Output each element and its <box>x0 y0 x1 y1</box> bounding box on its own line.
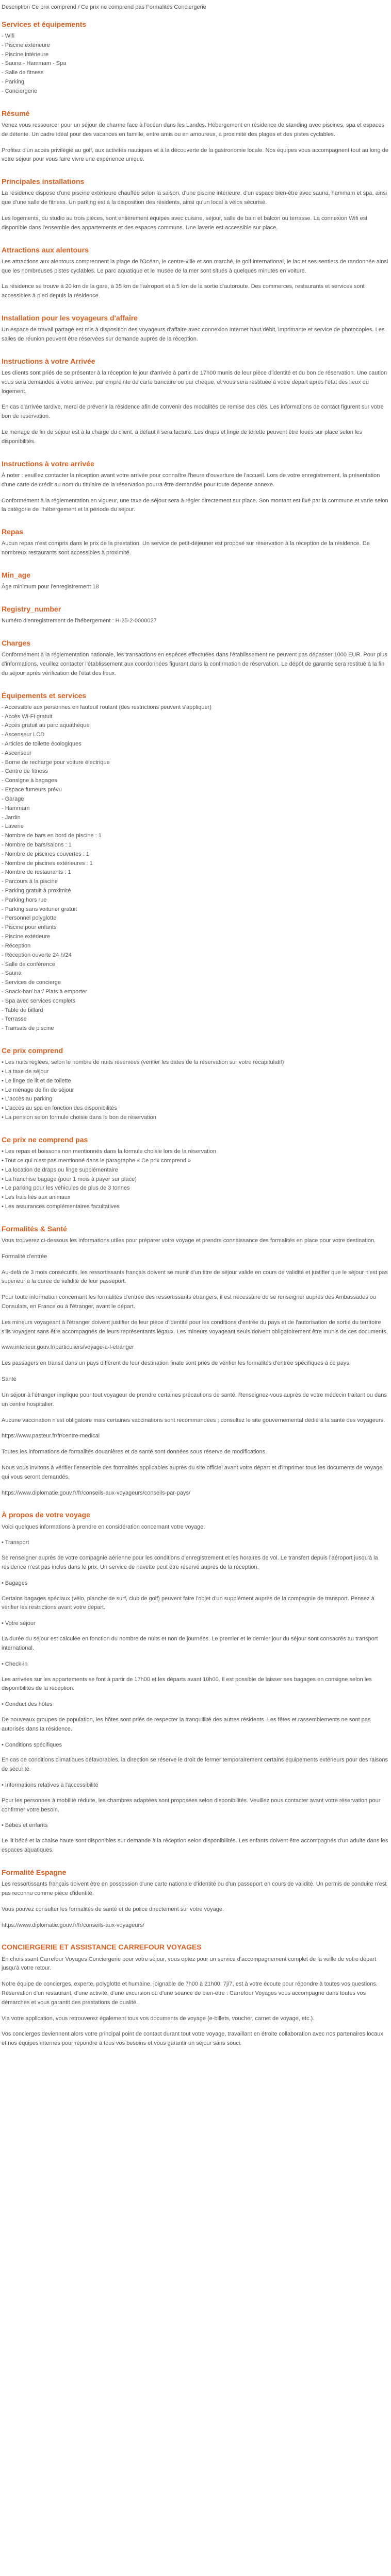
subheading: • Conduct des hôtes <box>2 1700 389 1709</box>
list-item: • Les repas et boissons non mentionnés dans la formule choisie lors de la réservation <box>2 1147 389 1157</box>
list-item: - Ascenseur <box>2 749 389 758</box>
paragraph: Conformément à la réglementation nationale, les transactions en espèces effectuées dans l'établissement ne peuvent pas dépasser 1000 EUR. Pour plus d'informations, veuillez contacter l'établissement aux coordonnées figurant dans la confirmation de réservation. Le dépôt de garantie sera restitué à la fin du séjour après vérification de l'état des lieux. <box>2 652 387 676</box>
subheading: • Conditions spécifiques <box>2 1741 389 1750</box>
paragraph: Un espace de travail partagé est mis à disposition des voyageurs d'affaire avec connexion Internet haut débit, imprimante et service de photocopies. Les salles de réunion peuvent être réservées sur demande auprès de la réception. <box>2 327 385 342</box>
list-item: • La franchise bagage (pour 1 mois à payer sur place) <box>2 1175 389 1184</box>
list-item: • La location de draps ou linge supplémentaire <box>2 1166 389 1175</box>
subheading: • Bagages <box>2 1579 389 1588</box>
formalites-section <box>2 1224 389 1498</box>
apropos-group <box>2 1579 389 1588</box>
paragraph: Certains bagages spéciaux (vélo, planche de surf, club de golf) peuvent faire l'objet d'un supplément auprès de la compagnie de transport. Pensez à vérifier les restrictions avant votre départ. <box>2 1595 374 1611</box>
paragraph: Voici quelques informations à prendre en considération concernant votre voyage. <box>2 1523 205 1530</box>
paragraph: Vous pouvez consulter les formalités de santé et de police directement sur votre voyage. <box>2 1906 224 1912</box>
formalite-espagne-section <box>2 1868 389 1930</box>
list-item: - Spa avec services complets <box>2 997 389 1006</box>
ne-comprend-section <box>2 1135 389 1212</box>
apropos-group <box>2 1821 389 1831</box>
repas-heading: Repas <box>2 528 24 536</box>
formalite-espagne-heading: Formalité Espagne <box>2 1868 67 1876</box>
ce-prix-section <box>2 1046 389 1123</box>
list-item: - Accès Wi-Fi gratuit <box>2 713 389 722</box>
apropos-group <box>2 1619 389 1629</box>
registry-section <box>2 604 389 626</box>
paragraph: Les attractions aux alentours comprennent la plage de l'Océan, le centre-ville et son marché, le golf international, le lac et ses sentiers de randonnée ainsi que les nombreuses pistes cyclables. Le parc aquatique et le musée de la mer sont situés à quelques minutes en voiture. <box>2 258 388 274</box>
subheading: • Votre séjour <box>2 1619 389 1629</box>
paragraph: En cas d'arrivée tardive, merci de prévenir la résidence afin de convenir des modalités de remise des clés. Les informations de contact figurent sur votre bon de réservation. <box>2 404 384 420</box>
list-item: - Nombre de bars en bord de piscine : 1 <box>2 832 389 841</box>
list-item: - Salle de fitness <box>2 69 389 78</box>
paragraph: Numéro d'enregistrement de l'hébergement : H-25-2-0000027 <box>2 618 157 624</box>
min-age-section <box>2 570 389 592</box>
list-item: - Services de concierge <box>2 978 389 988</box>
paragraph: La résidence dispose d'une piscine extérieure chauffée selon la saison, d'une piscine intérieure, d'un espace bien-être avec sauna, hammam et spa, ainsi que d'une salle de fitness. Un parking est à la disposition des résidents, ainsi qu'un local à vélos sécurisé. <box>2 190 387 206</box>
list-item: - Réception <box>2 942 389 951</box>
list-item: - Réception ouverte 24 h/24 <box>2 951 389 960</box>
conciergerie-heading: CONCIERGERIE ET ASSISTANCE CARREFOUR VOYAGES <box>2 1943 202 1952</box>
paragraph: Âge minimum pour l'enregistrement 18 <box>2 584 99 590</box>
paragraph: Au-delà de 3 mois consécutifs, les ressortissants français doivent se munir d'un titre de séjour valide en cours de validité et justifier que le séjour n'est pas supérieur à la durée de validité de leur passeport. <box>2 1269 388 1285</box>
list-item: • La taxe de séjour <box>2 1067 389 1077</box>
paragraph: De nouveaux groupes de population, les hôtes sont priés de respecter la tranquillité des autres résidents. Les fêtes et rassemblements ne sont pas autorisés dans la résidence. <box>2 1716 371 1732</box>
attractions-section <box>2 245 389 301</box>
paragraph: Les clients sont priés de se présenter à la réception le jour d'arrivée à partir de 17h00 munis de leur pièce d'identité et du bon de réservation. Une caution vous sera demandée à votre arrivée, par empreinte de carte bancaire ou par chèque, et vous sera restituée à votre départ après l'état des lieux du logement. <box>2 370 387 395</box>
services-section <box>2 20 389 96</box>
list-item: - Terrasse <box>2 1015 389 1024</box>
list-item: - Wifi <box>2 32 389 41</box>
paragraph: Les arrivées sur les appartements se font à partir de 17h00 et les départs avant 10h00. Il est possible de laisser ses bagages en consigne selon les disponibilités de la réception. <box>2 1676 372 1692</box>
paragraph: Les logements, du studio au trois pièces, sont entièrement équipés avec cuisine, séjour, salle de bain et balcon ou terrasse. La connexion Wifi est disponible dans l'ensemble des appartements et des espaces communs. Une laverie est accessible sur place. <box>2 215 368 231</box>
services-list <box>2 32 389 96</box>
paragraph: La résidence se trouve à 20 km de la gare, à 35 km de l'aéroport et à 5 km de la sortie d'autoroute. Des commerces, restaurants et services sont accessibles à pied depuis la résidence. <box>2 283 365 299</box>
list-item: - Centre de fitness <box>2 767 389 776</box>
list-item: - Piscine extérieure <box>2 933 389 942</box>
registry-heading: Registry_number <box>2 604 61 613</box>
paragraph: Pour toute information concernant les formalités d'entrée des ressortissants étrangers, il est nécessaire de se renseigner auprès des Ambassades ou Consulats, en France ou à l'étranger, avant le départ. <box>2 1294 377 1310</box>
list-item: - Accessible aux personnes en fauteuil roulant (des restrictions peuvent s'appliquer) <box>2 703 389 713</box>
tab-links: Description Ce prix comprend / Ce prix ne comprend pas Formalités Conciergerie <box>2 4 206 10</box>
apropos-group <box>2 1660 389 1669</box>
list-item: - Sauna - Hammam - Spa <box>2 59 389 69</box>
list-item: - Parking sans voiturier gratuit <box>2 905 389 914</box>
apropos-group <box>2 1781 389 1790</box>
apropos-section <box>2 1510 389 1855</box>
page <box>2 3 389 2048</box>
list-item: - Espace fumeurs prévu <box>2 786 389 795</box>
subheading: • Bébés et enfants <box>2 1821 389 1831</box>
paragraph: La durée du séjour est calculée en fonction du nombre de nuits et non de journées. Le premier et le dernier jour du séjour sont consacrés au transport international. <box>2 1636 378 1651</box>
list-item: - Accès gratuit au parc aquathèque <box>2 721 389 731</box>
list-item: - Piscine intérieure <box>2 50 389 60</box>
paragraph: Vos concierges deviennent alors votre principal point de contact durant tout votre voyage, travaillant en étroite collaboration avec nos partenaires locaux et nos équipes internes pour répondre à tous vos besoins et vous garantir un séjour sans souci. <box>2 2031 383 2047</box>
instructions-b-heading: Instructions à votre arrivée <box>2 459 94 468</box>
list-item: • Les assurances complémentaires facultatives <box>2 1202 389 1212</box>
paragraph: Les passagers en transit dans un pays différent de leur destination finale sont priés de vérifier les formalités d'entrée spécifiques à ce pays. <box>2 1360 351 1367</box>
list-item: • L'accès au spa en fonction des disponibilités <box>2 1104 389 1113</box>
list-item: • Le parking pour les véhicules de plus de 3 tonnes <box>2 1184 389 1193</box>
paragraph: En cas de conditions climatiques défavorables, la direction se réserve le droit de fermer temporairement certains équipements extérieurs pour des raisons de sécurité. <box>2 1757 388 1773</box>
charges-heading: Charges <box>2 638 31 647</box>
equipements-section <box>2 691 389 1033</box>
link-text[interactable]: https://www.diplomatie.gouv.fr/fr/conseils-aux-voyageurs/ <box>2 1922 144 1928</box>
list-item: - Articles de toilette écologiques <box>2 740 389 749</box>
list-item: - Jardin <box>2 814 389 823</box>
paragraph: Les ressortissants français doivent être en possession d'une carte nationale d'identité ou d'un passeport en cours de validité. Un permis de conduire n'est pas reconnu comme pièce d'identité. <box>2 1881 387 1896</box>
conciergerie-section <box>2 1942 389 2048</box>
list-item: - Personnel polyglotte <box>2 914 389 923</box>
paragraph: Le lit bébé et la chaise haute sont disponibles sur demande à la réception selon disponibilités. Les enfants doivent être accompagnés d'un adulte dans les espaces aquatiques. <box>2 1838 388 1854</box>
paragraph: À noter : veuillez contacter la réception avant votre arrivée pour connaître l'heure d'ouverture de l'accueil. Lors de votre enregistrement, la présentation d'une carte de crédit au nom du titulaire de la réservation pourra être demandée pour toute dépense annexe. <box>2 472 380 488</box>
list-item: - Borne de recharge pour voiture électrique <box>2 758 389 768</box>
subheading: • Informations relatives à l'accessibilité <box>2 1781 389 1790</box>
list-item: - Salle de conférence <box>2 960 389 970</box>
ne-comprend-list <box>2 1147 389 1212</box>
paragraph: Un séjour à l'étranger implique pour tout voyageur de prendre certaines précautions de santé. Renseignez-vous auprès de votre médecin traitant ou dans un centre hospitalier. <box>2 1392 387 1408</box>
list-item: - Nombre de restaurants : 1 <box>2 868 389 877</box>
paragraph: Pour les personnes à mobilité réduite, les chambres adaptées sont proposées selon disponibilités. Veuillez nous contacter avant votre réservation pour confirmer votre besoin. <box>2 1797 381 1813</box>
paragraph: Profitez d'un accès privilégié au golf, aux activités nautiques et à la découverte de la gastronomie locale. Nos équipes vous accompagnent tout au long de votre séjour pour vous faire vivre une expérience unique. <box>2 147 388 163</box>
list-item: • Les nuits réglées, selon le nombre de nuits réservées (vérifier les dates de la réservation sur votre récapitulatif) <box>2 1058 389 1067</box>
equipements-heading: Équipements et services <box>2 691 87 700</box>
list-item: - Garage <box>2 795 389 804</box>
list-item: - Sauna <box>2 969 389 978</box>
paragraph: Le ménage de fin de séjour est à la charge du client, à défaut il sera facturé. Les draps et linge de toilette peuvent être loués sur place selon les disponibilités. <box>2 429 362 445</box>
list-item: - Transats de piscine <box>2 1024 389 1033</box>
link-text[interactable]: https://www.diplomatie.gouv.fr/fr/conseils-aux-voyageurs/conseils-par-pays/ <box>2 1489 191 1496</box>
installation-heading: Installation pour les voyageurs d'affaire <box>2 314 138 322</box>
list-item: • Les frais liés aux animaux <box>2 1193 389 1202</box>
paragraph: Les mineurs voyageant à l'étranger doivent justifier de leur pièce d'identité pour les conditions d'entrée du pays et de l'autorisation de sortie du territoire s'ils voyagent sans être accompagnés de leurs représentants légaux. Les mineurs voyageant seuls doivent obligatoirement être munis de ces documents. <box>2 1319 388 1335</box>
equipements-list <box>2 703 389 1033</box>
paragraph: Notre équipe de concierges, experte, polyglotte et humaine, joignable de 7h00 à 21h00, 7j/7, est à votre écoute pour répondre à toutes vos questions. Réservation d'un restaurant, d'une activité, d'une excursion ou d'une séance de bien-être : Carrefour Voyages vous accompagne dans toutes vos démarches et vous garantit des prestations de qualité. <box>2 1981 378 2006</box>
formalites-heading: Formalités & Santé <box>2 1224 67 1233</box>
resume-section <box>2 109 389 164</box>
instructions-b-section <box>2 459 389 515</box>
list-item: - Conciergerie <box>2 87 389 96</box>
list-item: - Parking <box>2 78 389 87</box>
paragraph: Vous trouverez ci-dessous les informations utiles pour préparer votre voyage et prendre connaissance des formalités en place pour votre destination. <box>2 1237 376 1244</box>
apropos-group <box>2 1538 389 1548</box>
list-item: • Le ménage de fin de séjour <box>2 1086 389 1095</box>
list-item: - Piscine pour enfants <box>2 923 389 933</box>
subheading: • Transport <box>2 1538 389 1548</box>
list-item: - Parking gratuit à proximité <box>2 887 389 896</box>
paragraph: Aucun repas n'est compris dans le prix de la prestation. Un service de petit-déjeuner est proposé sur réservation à la réception de la résidence. De nombreux restaurants sont accessibles à proximité. <box>2 540 370 556</box>
link-text[interactable]: https://www.pasteur.fr/fr/centre-medical <box>2 1433 100 1439</box>
paragraph: Toutes les informations de formalités douanières et de santé sont données sous réserve de modifications. <box>2 1449 267 1455</box>
principales-heading: Principales installations <box>2 177 85 186</box>
list-item: • Le linge de lit et de toilette <box>2 1077 389 1086</box>
installation-section <box>2 313 389 344</box>
min-age-heading: Min_age <box>2 570 31 579</box>
link-text[interactable]: www.interieur.gouv.fr/particuliers/voyage-a-l-etranger <box>2 1344 134 1351</box>
ce-prix-heading: Ce prix comprend <box>2 1046 63 1055</box>
list-item: - Laverie <box>2 822 389 832</box>
instructions-section <box>2 357 389 447</box>
ce-prix-list <box>2 1058 389 1123</box>
ne-comprend-heading: Ce prix ne comprend pas <box>2 1135 88 1144</box>
list-item: - Parking hors rue <box>2 896 389 905</box>
list-item: - Table de billard <box>2 1006 389 1015</box>
paragraph: Via votre application, vous retrouverez également tous vos documents de voyage (e-billets, voucher, carnet de voyage, etc.). <box>2 2015 315 2022</box>
list-item: • L'accès au parking <box>2 1095 389 1104</box>
subheading: Formalité d'entrée <box>2 1253 47 1260</box>
instructions-heading: Instructions à votre Arrivée <box>2 357 95 365</box>
list-item: • Tout ce qui n'est pas mentionné dans le paragraphe « Ce prix comprend » <box>2 1157 389 1166</box>
list-item: - Snack-bar/ bar/ Plats à emporter <box>2 988 389 997</box>
list-item: - Hammam <box>2 804 389 814</box>
principales-section <box>2 177 389 232</box>
list-item: - Nombre de piscines extérieures : 1 <box>2 859 389 869</box>
paragraph: Conformément à la réglementation en vigueur, une taxe de séjour sera à régler directement sur place. Son montant est fixé par la commune et varie selon la catégorie de l'hébergement et la période du séjour. <box>2 497 388 513</box>
apropos-group <box>2 1700 389 1709</box>
attractions-heading: Attractions aux alentours <box>2 245 89 254</box>
apropos-group <box>2 1741 389 1750</box>
subheading: Santé <box>2 1376 17 1383</box>
list-item: - Ascenseur LCD <box>2 731 389 740</box>
list-item: • La pension selon formule choisie dans le bon de réservation <box>2 1113 389 1123</box>
list-item: - Nombre de bars/salons : 1 <box>2 841 389 850</box>
list-item: - Consigne à bagages <box>2 776 389 786</box>
paragraph: Nous vous invitons à vérifier l'ensemble des formalités applicables auprès du site officiel avant votre départ et d'imprimer tous les documents de voyage qui vous seront demandés. <box>2 1464 383 1480</box>
services-heading: Services et équipements <box>2 20 87 28</box>
apropos-heading: À propos de votre voyage <box>2 1511 90 1519</box>
list-item: - Piscine extérieure <box>2 41 389 50</box>
paragraph: Aucune vaccination n'est obligatoire mais certaines vaccinations sont recommandées ; consultez le site gouvernemental dédié à la santé des voyageurs. <box>2 1417 385 1423</box>
resume-heading: Résumé <box>2 109 30 117</box>
subheading: • Check-in <box>2 1660 389 1669</box>
list-item: - Nombre de piscines couvertes : 1 <box>2 850 389 859</box>
paragraph: En choisissant Carrefour Voyages Conciergerie pour votre séjour, vous optez pour un service d'accompagnement complet de la veille de votre départ jusqu'à votre retour. <box>2 1956 377 1972</box>
list-item: - Parcours à la piscine <box>2 877 389 887</box>
paragraph: Se renseigner auprès de votre compagnie aérienne pour les conditions d'enregistrement et les horaires de vol. Le transfert depuis l'aéroport jusqu'à la résidence n'est pas inclus dans le prix. Un service de navette peut être réservé auprès de la réception. <box>2 1555 378 1570</box>
paragraph: Venez vous ressourcer pour un séjour de charme face à l'océan dans les Landes. Hébergement en résidence de standing avec piscines, spa et espaces de détente. Un cadre idéal pour des vacances en famille, entre amis ou en amoureux, à proximité des plages et des pistes cyclables. <box>2 122 384 138</box>
charges-section <box>2 638 389 679</box>
repas-section <box>2 527 389 558</box>
